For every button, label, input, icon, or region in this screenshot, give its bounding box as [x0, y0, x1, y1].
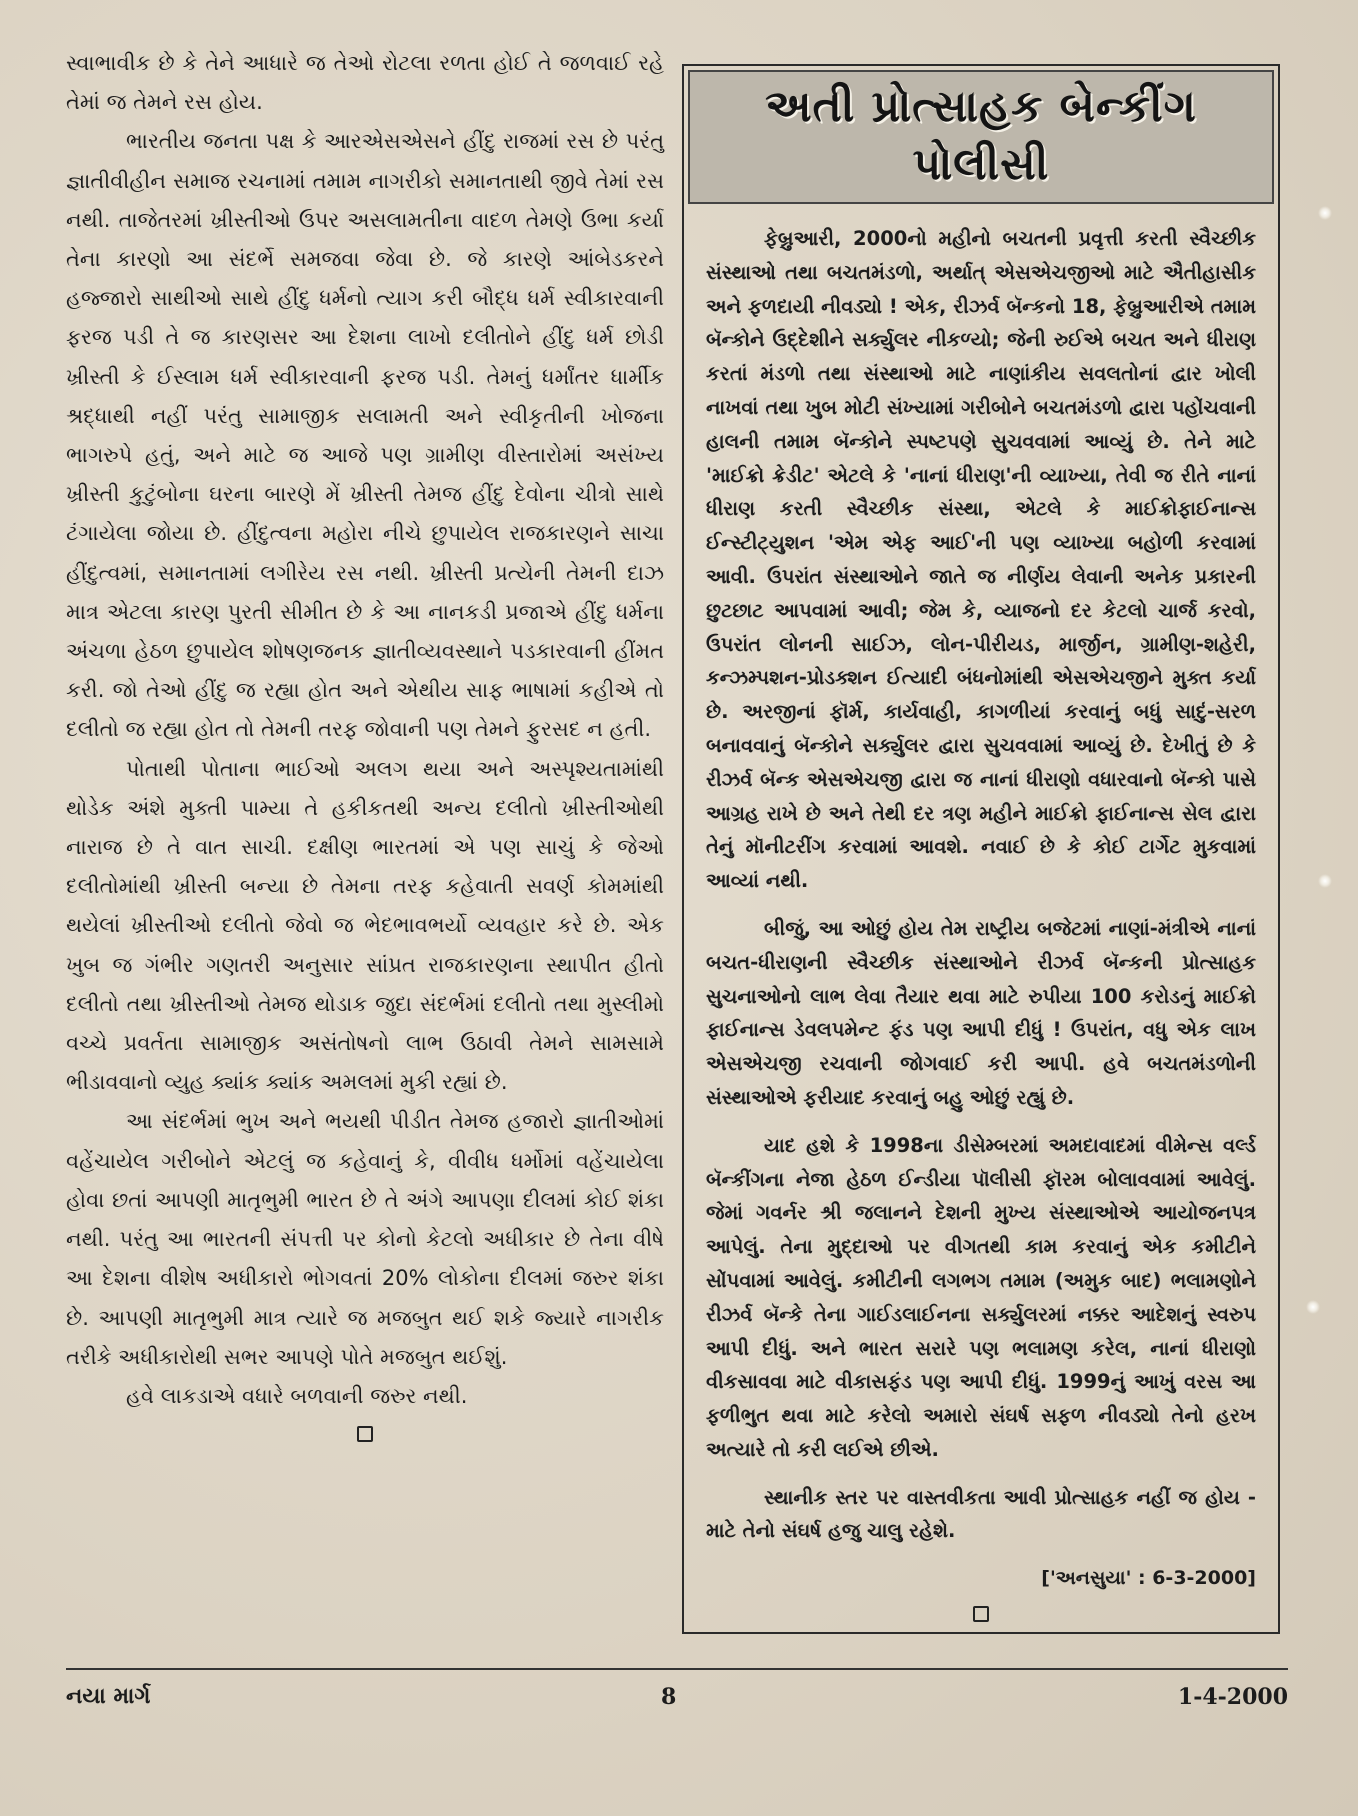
publication-name: નયા માર્ગ: [66, 1684, 151, 1709]
left-paragraph-2: ભારતીય જનતા પક્ષ કે આરએસએસને હીંદુ રાજમાં રસ છે પરંતુ જ્ઞાતીવીહીન સમાજ રચનામાં તમામ નાગરીકો સમાનતાથી જીવે તેમાં રસ નથી. તાજેતરમાં ખ્રીસ્તીઓ ઉપર અસલામતીના વાદળ તેમણે ઉભા કર્યા તેના કારણો આ સંદર્ભે સમજવા જેવા છે. જે કારણે આંબેડકરને હજ્જારો સાથીઓ સાથે હીંદુ ધર્મનો ત્યાગ કરી બૌદ્ધ ધર્મ સ્વીકારવાની ફરજ પડી તે જ કારણસર આ દેશના લાખો દલીતોને હીંદુ ધર્મ છોડી ખ્રીસ્તી કે ઈસ્લામ ધર્મ સ્વીકારવાની ફરજ પડી. તેમનું ધર્માંતર ધાર્મીક શ્રદ્ધાથી નહીં પરંતુ સામાજીક સલામતી અને સ્વીકૃતીની ખોજના ભાગરુપે હતું, અને માટે જ આજે પણ ગ્રામીણ વીસ્તારોમાં અસંખ્ય ખ્રીસ્તી કુટુંબોના ઘરના બારણે મેં ખ્રીસ્તી તેમજ હીંદુ દેવોના ચીત્રો સાથે ટંગાયેલા જોયા છે. હીંદુત્વના મહોરા નીચે છુપાયેલ રાજકારણને સાચા હીંદુત્વમાં, સમાનતામાં લગીરેય રસ નથી. ખ્રીસ્તી પ્રત્યેની તેમની દાઝ માત્ર એટલા કારણ પુરતી સીમીત છે કે આ નાનકડી પ્રજાએ હીંદુ ધર્મના અંચળા હેઠળ છુપાયેલ શોષણજનક જ્ઞાતીવ્યવસ્થાને પડકારવાની હીંમત કરી. જો તેઓ હીંદુ જ રહ્યા હોત અને એથીય સાફ ભાષામાં કહીએ તો દલીતો જ રહ્યા હોત તો તેમની તરફ જોવાની પણ તેમને ફુરસદ ન હતી.: [66, 129, 664, 742]
boxed-article-end-mark: [973, 1606, 989, 1622]
left-paragraph-5: હવે લાકડાએ વધારે બળવાની જરુર નથી.: [126, 1383, 468, 1408]
boxed-article: [682, 64, 1280, 1634]
page-number: 8: [661, 1684, 677, 1710]
article-source: ['અનસુયા' : 6-3-2000]: [1041, 1567, 1256, 1590]
right-paragraph-2: બીજું, આ ઓછું હોય તેમ રાષ્ટ્રીય બજેટમાં નાણાં-મંત્રીએ નાનાં બચત-ધીરાણની સ્વૈચ્છીક સંસ્થાઓને રીઝર્વ બૅન્કની પ્રોત્સાહક સુચનાઓનો લાભ લેવા તૈયાર થવા માટે રુપીયા 100 કરોડનું માઈક્રો ફાઈનાન્સ ડેવલપમેન્ટ ફંડ પણ આપી દીધું ! ઉપરાંત, વધુ એક લાખ એસએચજી રચવાની જોગવાઈ કરી આપી. હવે બચતમંડળોની સંસ્થાઓએ ફરીયાદ કરવાનું બહુ ઓછું રહ્યું છે.: [706, 916, 1256, 1109]
article-headline: અતી પ્રોત્સાહક બેન્કીંગ પોલીસી: [765, 81, 1197, 190]
page-footer: [66, 1668, 1288, 1740]
staple-mark: [1318, 206, 1332, 220]
right-paragraph-1: ફેબ્રુઆરી, 2000નો મહીનો બચતની પ્રવૃત્તી કરતી સ્વૈચ્છીક સંસ્થાઓ તથા બચતમંડળો, અર્થાત્ એસએચજીઓ માટે ઐતીહાસીક અને ફળદાયી નીવડ્યો ! એક, રીઝર્વ બૅન્કનો 18, ફેબ્રુઆરીએ તમામ બૅન્કોને ઉદ્દેશીને સર્ક્યુલર નીકળ્યો; જેની રુઈએ બચત અને ધીરાણ કરતાં મંડળો તથા સંસ્થાઓ માટે નાણાંકીય સવલતોનાં દ્વાર ખોલી નાખવાં તથા ખુબ મોટી સંખ્યામાં ગરીબોને બચતમંડળો દ્વારા પહોંચવાની હાલની તમામ બૅન્કોને સ્પષ્ટપણે સુચવવામાં આવ્યું છે. તેને માટે 'માઈક્રો ક્રેડીટ' એટલે કે 'નાનાં ધીરાણ'ની વ્યાખ્યા, તેવી જ રીતે નાનાં ધીરાણ કરતી સ્વૈચ્છીક સંસ્થા, એટલે કે માઈક્રોફાઈનાન્સ ઈન્સ્ટીટ્યુશન 'એમ એફ આઈ'ની પણ વ્યાખ્યા બહોળી કરવામાં આવી. ઉપરાંત સંસ્થાઓને જાતે જ નીર્ણય લેવાની અનેક પ્રકારની છુટછાટ આપવામાં આવી; જેમ કે, વ્યાજનો દર કેટલો ચાર્જ કરવો, ઉપરાંત લોનની સાઈઝ, લોન-પીરીયડ, માર્જીન, ગ્રામીણ-શહેરી, કન્ઝમ્પશન-પ્રોડક્શન ઈત્યાદી બંધનોમાંથી એસએચજીને મુક્ત કર્યા છે. અરજીનાં ફૉર્મ, કાર્યવાહી, કાગળીયાં કરવાનું બધું સાદું-સરળ બનાવવાનું બૅન્કોને સર્ક્યુલર દ્વારા સુચવવામાં આવ્યું છે. દેખીતું છે કે રીઝર્વ બૅન્ક એસએચજી દ્વારા જ નાનાં ધીરાણો વધારવાનો બૅન્કો પાસે આગ્રહ રાખે છે અને તેથી દર ત્રણ મહીને માઈક્રો ફાઈનાન્સ સેલ દ્વારા તેનું મૉનીટરીંગ કરવામાં આવશે. નવાઈ છે કે કોઈ ટાર્ગેટ મુકવામાં આવ્યાં નથી.: [706, 227, 1256, 893]
staple-mark: [1318, 874, 1332, 888]
issue-date: 1-4-2000: [1177, 1684, 1288, 1710]
headline-banner: [688, 70, 1274, 204]
right-paragraph-4: સ્થાનીક સ્તર પર વાસ્તવીકતા આવી પ્રોત્સાહક નહીં જ હોય - માટે તેનો સંઘર્ષ હજુ ચાલુ રહેશે.: [706, 1485, 1256, 1543]
left-column: [66, 44, 664, 1442]
staple-mark: [1306, 1300, 1320, 1314]
left-paragraph-3: પોતાથી પોતાના ભાઈઓ અલગ થયા અને અસ્પૃશ્યતામાંથી થોડેક અંશે મુક્તી પામ્યા તે હકીકતથી અન્ય દલીતો ખ્રીસ્તીઓથી નારાજ છે તે વાત સાચી. દક્ષીણ ભારતમાં એ પણ સાચું કે જેઓ દલીતોમાંથી ખ્રીસ્તી બન્યા છે તેમના તરફ કહેવાતી સવર્ણ કોમમાંથી થયેલાં ખ્રીસ્તીઓ દલીતો જેવો જ ભેદભાવભર્યો વ્યવહાર કરે છે. એક ખુબ જ ગંભીર ગણતરી અનુસાર સાંપ્રત રાજકારણના સ્થાપીત હીતો દલીતો તથા ખ્રીસ્તીઓ તેમજ થોડાક જુદા સંદર્ભમાં દલીતો તથા મુસ્લીમો વચ્ચે પ્રવર્તતા સામાજીક અસંતોષનો લાભ ઉઠાવી તેમને સામસામે ભીડાવવાનો વ્યુહ ક્યાંક ક્યાંક અમલમાં મુકી રહ્યાં છે.: [66, 756, 664, 1095]
article-end-mark: [357, 1426, 373, 1442]
left-paragraph-1: સ્વાભાવીક છે કે તેને આધારે જ તેઓ રોટલા રળતા હોઈ તે જળવાઈ રહે તેમાં જ તેમને રસ હોય.: [66, 51, 664, 115]
left-paragraph-4: આ સંદર્ભમાં ભુખ અને ભયથી પીડીત તેમજ હજારો જ્ઞાતીઓમાં વહેંચાયેલ ગરીબોને એટલું જ કહેવાનું કે, વીવીધ ધર્મોમાં વહેંચાયેલા હોવા છતાં આપણી માતૃભુમી ભારત છે તે અંગે આપણા દીલમાં કોઈ શંકા નથી. પરંતુ આ ભારતની સંપત્તી પર કોનો કેટલો અધીકાર છે તેના વીષે આ દેશના વીશેષ અધીકારો ભોગવતાં 20% લોકોના દીલમાં જરુર શંકા છે. આપણી માતૃભુમી માત્ર ત્યારે જ મજબુત થઈ શકે જ્યારે નાગરીક તરીકે અધીકારોથી સભર આપણે પોતે મજબુત થઈશું.: [66, 1109, 664, 1369]
boxed-article-body: [684, 208, 1278, 1622]
right-paragraph-3: યાદ હશે કે 1998ના ડીસેમ્બરમાં અમદાવાદમાં વીમેન્સ વર્લ્ડ બૅન્કીંગના નેજા હેઠળ ઈન્ડીયા પૉલીસી ફૉરમ બોલાવવામાં આવેલું. જેમાં ગવર્નર શ્રી જલાનને દેશની મુખ્ય સંસ્થાઓએ આયોજનપત્ર આપેલું. તેના મુદ્દાઓ પર વીગતથી કામ કરવાનું એક કમીટીને સોંપવામાં આવેલું. કમીટીની લગભગ તમામ (અમુક બાદ) ભલામણોને રીઝર્વ બૅન્કે તેના ગાઈડલાઈનના સર્ક્યુલરમાં નક્કર આદેશનું સ્વરુપ આપી દીધું. અને ભારત સરારે પણ ભલામણ કરેલ, નાનાં ધીરાણો વીકસાવવા માટે વીકાસફંડ પણ આપી દીધું. 1999નું આખું વરસ આ ફળીભુત થવા માટે કરેલો અમારો સંઘર્ષ સફળ નીવડ્યો તેનો હરખ અત્યારે તો કરી લઈએ છીએ.: [706, 1133, 1256, 1461]
